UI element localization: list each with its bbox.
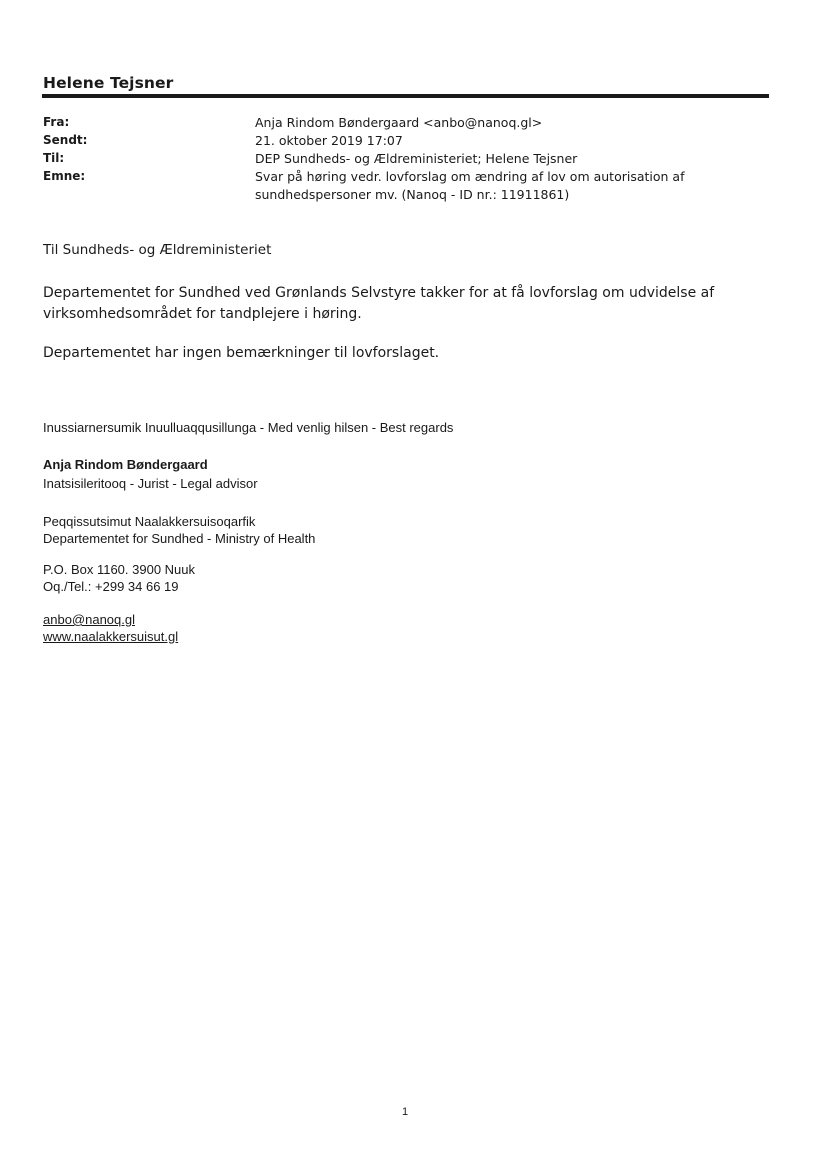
signature-title: Inatsisileritooq - Jurist - Legal advisor (43, 476, 258, 491)
subject-label: Emne: (43, 169, 86, 183)
signature-name: Anja Rindom Bøndergaard (43, 457, 208, 472)
signature-website-link[interactable]: www.naalakkersuisut.gl (43, 629, 179, 644)
signature-org-line-2: Departementet for Sundhed - Ministry of Health (43, 531, 316, 546)
signature-address: P.O. Box 1160. 3900 Nuuk (43, 562, 196, 577)
body-paragraph-1: Departementet for Sundhed ved Grønlands Selvstyre takker for at få lovforslag om udvidelse af virksomhedsområdet for tandplejere i høring. (43, 285, 715, 322)
signature-email-link[interactable]: anbo@nanoq.gl (43, 612, 135, 627)
signature-org-line-1: Peqqissutsimut Naalakkersuisoqarfik (43, 514, 256, 529)
signature-phone: Oq./Tel.: +299 34 66 19 (43, 579, 179, 594)
to-label: Til: (43, 151, 65, 165)
from-value: Anja Rindom Bøndergaard <anbo@nanoq.gl> (255, 115, 543, 130)
header-divider (42, 94, 769, 98)
from-label: Fra: (43, 115, 70, 129)
sent-label: Sendt: (43, 133, 88, 147)
signature-closing: Inussiarnersumik Inuulluaqqusillunga - Med venlig hilsen - Best regards (43, 420, 454, 435)
body-paragraph-2: Departementet har ingen bemærkninger til lovforslaget. (43, 345, 440, 361)
sent-value: 21. oktober 2019 17:07 (255, 133, 403, 148)
subject-value: Svar på høring vedr. lovforslag om ændring af lov om autorisation af sundhedspersoner mv. (Nanoq - ID nr.: 11911861) (255, 169, 685, 202)
greeting: Til Sundheds- og Ældreministeriet (43, 242, 272, 258)
page-number: 1 (402, 1106, 409, 1118)
to-value: DEP Sundheds- og Ældreministeriet; Helene Tejsner (255, 151, 578, 166)
mailbox-owner-name: Helene Tejsner (43, 74, 174, 92)
